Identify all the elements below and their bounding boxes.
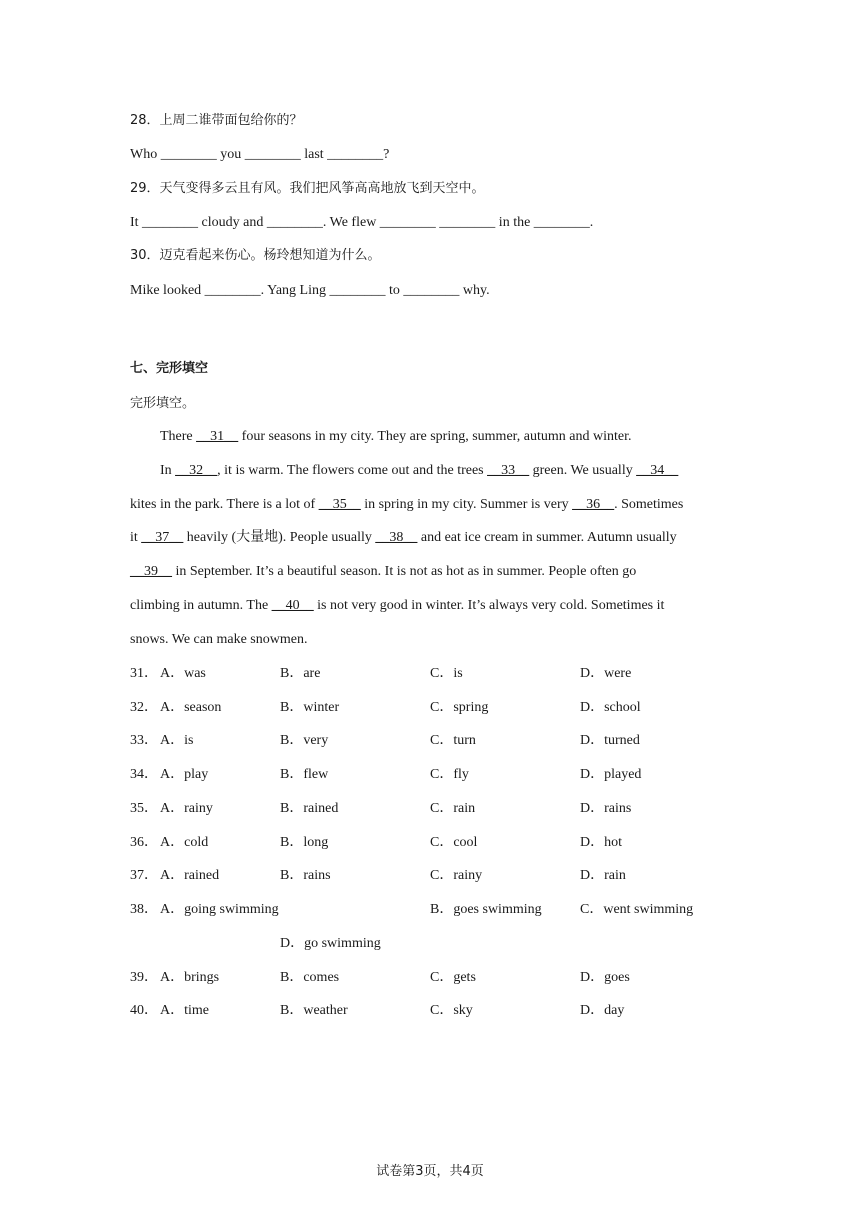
option-d[interactable]: D．were [580, 666, 632, 681]
option-d[interactable]: D．turned [580, 733, 640, 748]
passage-text: There [160, 429, 197, 444]
section-instruction: 完形填空。 [130, 396, 196, 411]
passage-text: . Sometimes [614, 497, 684, 512]
option-b[interactable]: B．long [280, 835, 329, 850]
option-a[interactable]: A．time [160, 1003, 209, 1018]
question-number: 40． [130, 1003, 158, 1018]
option-c[interactable]: C．rainy [430, 868, 483, 883]
q29-prompt: 29．天气变得多云且有风。我们把风筝高高地放飞到天空中。 [130, 181, 485, 196]
option-a[interactable]: A．rainy [160, 801, 213, 816]
passage-text: in spring in my city. Summer is very [360, 497, 573, 512]
option-c[interactable]: C．spring [430, 700, 489, 715]
question-number: 38． [130, 902, 158, 917]
option-b[interactable]: B．weather [280, 1003, 348, 1018]
option-b[interactable]: B．winter [280, 700, 340, 715]
passage-text: and eat ice cream in summer. Autumn usually [417, 530, 677, 545]
passage-line-5 [130, 562, 636, 582]
blank-35: __35__ [318, 497, 361, 512]
blank-33: __33__ [487, 463, 530, 478]
option-b[interactable]: B．flew [280, 767, 329, 782]
option-d[interactable]: D．hot [580, 835, 622, 850]
option-c[interactable]: C．fly [430, 767, 469, 782]
option-a[interactable]: A．was [160, 666, 206, 681]
option-b[interactable]: B．rained [280, 801, 339, 816]
option-a[interactable]: A．play [160, 767, 209, 782]
option-c[interactable]: C．sky [430, 1003, 473, 1018]
option-a[interactable]: A．season [160, 700, 222, 715]
blank-31: __31__ [196, 429, 239, 444]
page-footer: 试卷第3页，共4页 [376, 1164, 484, 1179]
blank-39: __39__ [130, 564, 172, 579]
option-d[interactable]: D．rains [580, 801, 632, 816]
option-b[interactable]: B．comes [280, 970, 340, 985]
option-a[interactable]: A．cold [160, 835, 209, 850]
q29-answer-line: It ________ cloudy and ________. We flew ________ ________ in the ________. [130, 215, 594, 230]
option-a[interactable]: A．going swimming [160, 902, 279, 917]
passage-line-7: snows. We can make snowmen. [130, 632, 308, 647]
option-d[interactable]: D．day [580, 1003, 625, 1018]
question-number: 35． [130, 801, 158, 816]
question-number: 34． [130, 767, 158, 782]
q30-answer-line: Mike looked ________. Yang Ling ________ to ________ why. [130, 283, 490, 298]
option-b[interactable]: B．very [280, 733, 329, 748]
option-b[interactable]: B．goes swimming [430, 902, 542, 917]
option-c[interactable]: C．rain [430, 801, 476, 816]
passage-text: heavily (大量地). People usually [183, 530, 376, 545]
blank-34: __34__ [636, 463, 679, 478]
passage-line-4 [130, 528, 677, 548]
option-a[interactable]: A．rained [160, 868, 220, 883]
passage-text: climbing in autumn. The [130, 598, 272, 613]
question-number: 32． [130, 700, 158, 715]
blank-36: __36__ [572, 497, 615, 512]
passage-text: In [160, 463, 176, 478]
option-d[interactable]: D．played [580, 767, 642, 782]
option-c[interactable]: C．is [430, 666, 463, 681]
option-c[interactable]: C．turn [430, 733, 476, 748]
question-number: 31． [130, 666, 158, 681]
option-c[interactable]: C．went swimming [580, 902, 694, 917]
passage-line-1 [160, 427, 631, 447]
option-d[interactable]: D．school [580, 700, 641, 715]
q28-prompt: 28．上周二谁带面包给你的？ [130, 113, 303, 128]
blank-38: __38__ [375, 530, 418, 545]
option-a[interactable]: A．is [160, 733, 194, 748]
option-d[interactable]: D．rain [580, 868, 626, 883]
passage-line-6 [130, 596, 664, 616]
passage-text: , it is warm. The flowers come out and the trees [217, 463, 488, 478]
passage-text: in September. It’s a beautiful season. It is not as hot as in summer. People often go [172, 564, 637, 579]
blank-37: __37__ [141, 530, 184, 545]
passage-line-2 [160, 461, 678, 481]
option-d[interactable]: D．goes [580, 970, 630, 985]
q28-answer-line: Who ________ you ________ last ________? [130, 147, 390, 162]
option-b[interactable]: B．are [280, 666, 321, 681]
question-number: 39． [130, 970, 158, 985]
option-d[interactable]: D．go swimming [280, 936, 381, 951]
passage-text: it [130, 530, 142, 545]
question-number: 37． [130, 868, 158, 883]
passage-line-3 [130, 495, 683, 515]
question-number: 36． [130, 835, 158, 850]
passage-text: is not very good in winter. It’s always very cold. Sometimes it [313, 598, 665, 613]
option-c[interactable]: C．gets [430, 970, 476, 985]
option-a[interactable]: A．brings [160, 970, 220, 985]
section-title: 七、完形填空 [130, 361, 209, 376]
option-b[interactable]: B．rains [280, 868, 331, 883]
blank-32: __32__ [175, 463, 218, 478]
question-number: 33． [130, 733, 158, 748]
q30-prompt: 30．迈克看起来伤心。杨玲想知道为什么。 [130, 248, 381, 263]
blank-40: __40__ [271, 598, 314, 613]
passage-text: four seasons in my city. They are spring, summer, autumn and winter. [238, 429, 632, 444]
option-c[interactable]: C．cool [430, 835, 478, 850]
passage-text: green. We usually [529, 463, 637, 478]
passage-text: kites in the park. There is a lot of [130, 497, 319, 512]
